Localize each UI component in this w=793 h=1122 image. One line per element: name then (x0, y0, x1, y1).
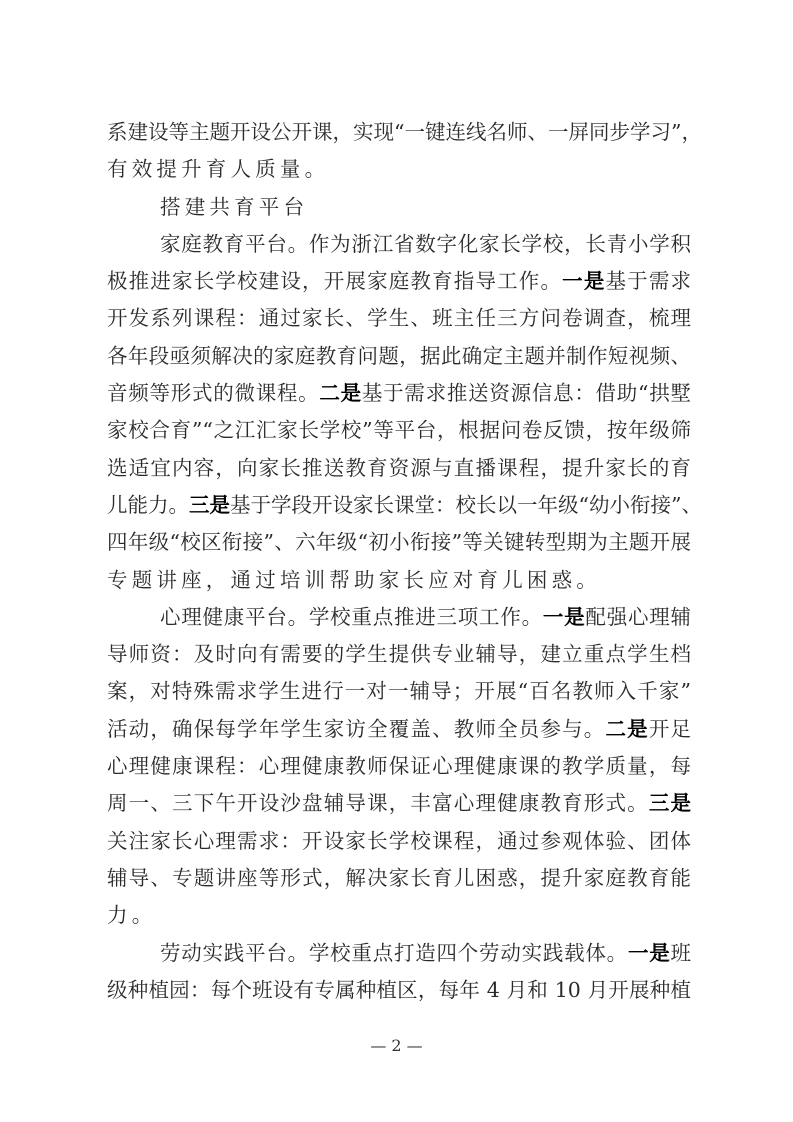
text-segment: 案，对特殊需求学生进行一对一辅导；开展“百名教师入千家” (107, 679, 691, 704)
text-line (107, 599, 691, 636)
text-segment: 开足 (648, 716, 692, 741)
text-segment: 家校合育”“之江汇家长学校”等平台，根据问卷反馈，按年级筛 (107, 418, 691, 443)
text-segment: 辅导、专题讲座等形式，解决家长育儿困惑，提升家庭教育能 (107, 865, 691, 890)
text-line (107, 636, 691, 673)
text-line (107, 972, 691, 1009)
bold-marker: 三是 (189, 492, 230, 517)
text-segment: 级种植园：每个班设有专属种植区，每年 4 月和 10 月开展种植 (107, 977, 691, 1002)
bold-marker: 二是 (605, 716, 649, 741)
bold-marker: 一是 (562, 269, 606, 294)
text-segment: 有效提升育人质量。 (107, 157, 330, 182)
text-segment: 心理健康平台。学校重点推进三项工作。 (160, 604, 543, 629)
page-number: — 2 — (370, 1036, 423, 1055)
text-segment: 基于需求推送资源信息：借助“拱墅 (361, 381, 692, 406)
text-line (107, 860, 691, 897)
text-segment: 关注家长心理需求：开设家长学校课程，通过参观体验、团体 (107, 828, 691, 853)
text-segment: 选适宜内容，向家长推送教育资源与直播课程，提升家长的育 (107, 455, 691, 480)
text-segment: 周一、三下午开设沙盘辅导课，丰富心理健康教育形式。 (107, 791, 649, 816)
text-line (107, 338, 691, 375)
text-line (107, 748, 691, 785)
bold-marker: 一是 (542, 604, 586, 629)
text-segment: 心理健康课程：心理健康教师保证心理健康课的教学质量，每 (107, 754, 691, 779)
text-segment: 极推进家长学校建设，开展家庭教育指导工作。 (107, 269, 563, 294)
text-line (107, 935, 691, 972)
bold-marker: 一是 (627, 940, 671, 965)
text-segment: 开发系列课程：通过家长、学生、班主任三方问卷调查，梳理 (107, 306, 691, 331)
document-body (107, 114, 702, 1009)
text-line (107, 450, 691, 487)
bold-marker: 三是 (648, 791, 692, 816)
text-line (107, 114, 702, 151)
text-segment: 劳动实践平台。学校重点打造四个劳动实践载体。 (160, 940, 628, 965)
text-line (107, 673, 691, 710)
text-segment: 家庭教育平台。作为浙江省数字化家长学校，长青小学积 (160, 231, 691, 256)
text-line (107, 189, 691, 226)
text-line (107, 711, 691, 748)
text-line (107, 487, 702, 524)
bold-marker: 二是 (319, 381, 362, 406)
text-segment: 音频等形式的微课程。 (107, 381, 320, 406)
text-segment: 搭建共育平台 (160, 194, 309, 219)
text-segment: 系建设等主题开设公开课，实现“一键连线名师、一屏同步学习”， (107, 120, 702, 144)
text-line (107, 412, 691, 449)
text-segment: 基于需求 (605, 269, 692, 294)
text-segment: 导师资：及时向有需要的学生提供专业辅导，建立重点学生档 (107, 642, 691, 667)
text-line (107, 524, 691, 561)
text-segment: 活动，确保每学年学生家访全覆盖、教师全员参与。 (107, 716, 606, 741)
text-segment: 力。 (107, 903, 157, 928)
text-line (107, 226, 691, 263)
text-line (107, 897, 691, 934)
text-line (107, 263, 691, 300)
text-segment: 专题讲座，通过培训帮助家长应对育儿困惑。 (107, 567, 601, 592)
text-line (107, 151, 691, 188)
text-line (107, 562, 691, 599)
text-segment: 儿能力。 (107, 492, 189, 517)
text-segment: 配强心理辅 (585, 604, 692, 629)
text-line (107, 785, 691, 822)
text-line (107, 300, 691, 337)
text-segment: 基于学段开设家长课堂：校长以一年级“幼小衔接”、 (230, 492, 702, 517)
text-segment: 各年段亟须解决的家庭教育问题，据此确定主题并制作短视频、 (107, 343, 691, 368)
text-segment: 四年级“校区衔接”、六年级“初小衔接”等关键转型期为主题开展 (107, 530, 691, 555)
text-line (107, 375, 691, 412)
text-segment: 班 (670, 940, 692, 965)
text-line (107, 823, 691, 860)
